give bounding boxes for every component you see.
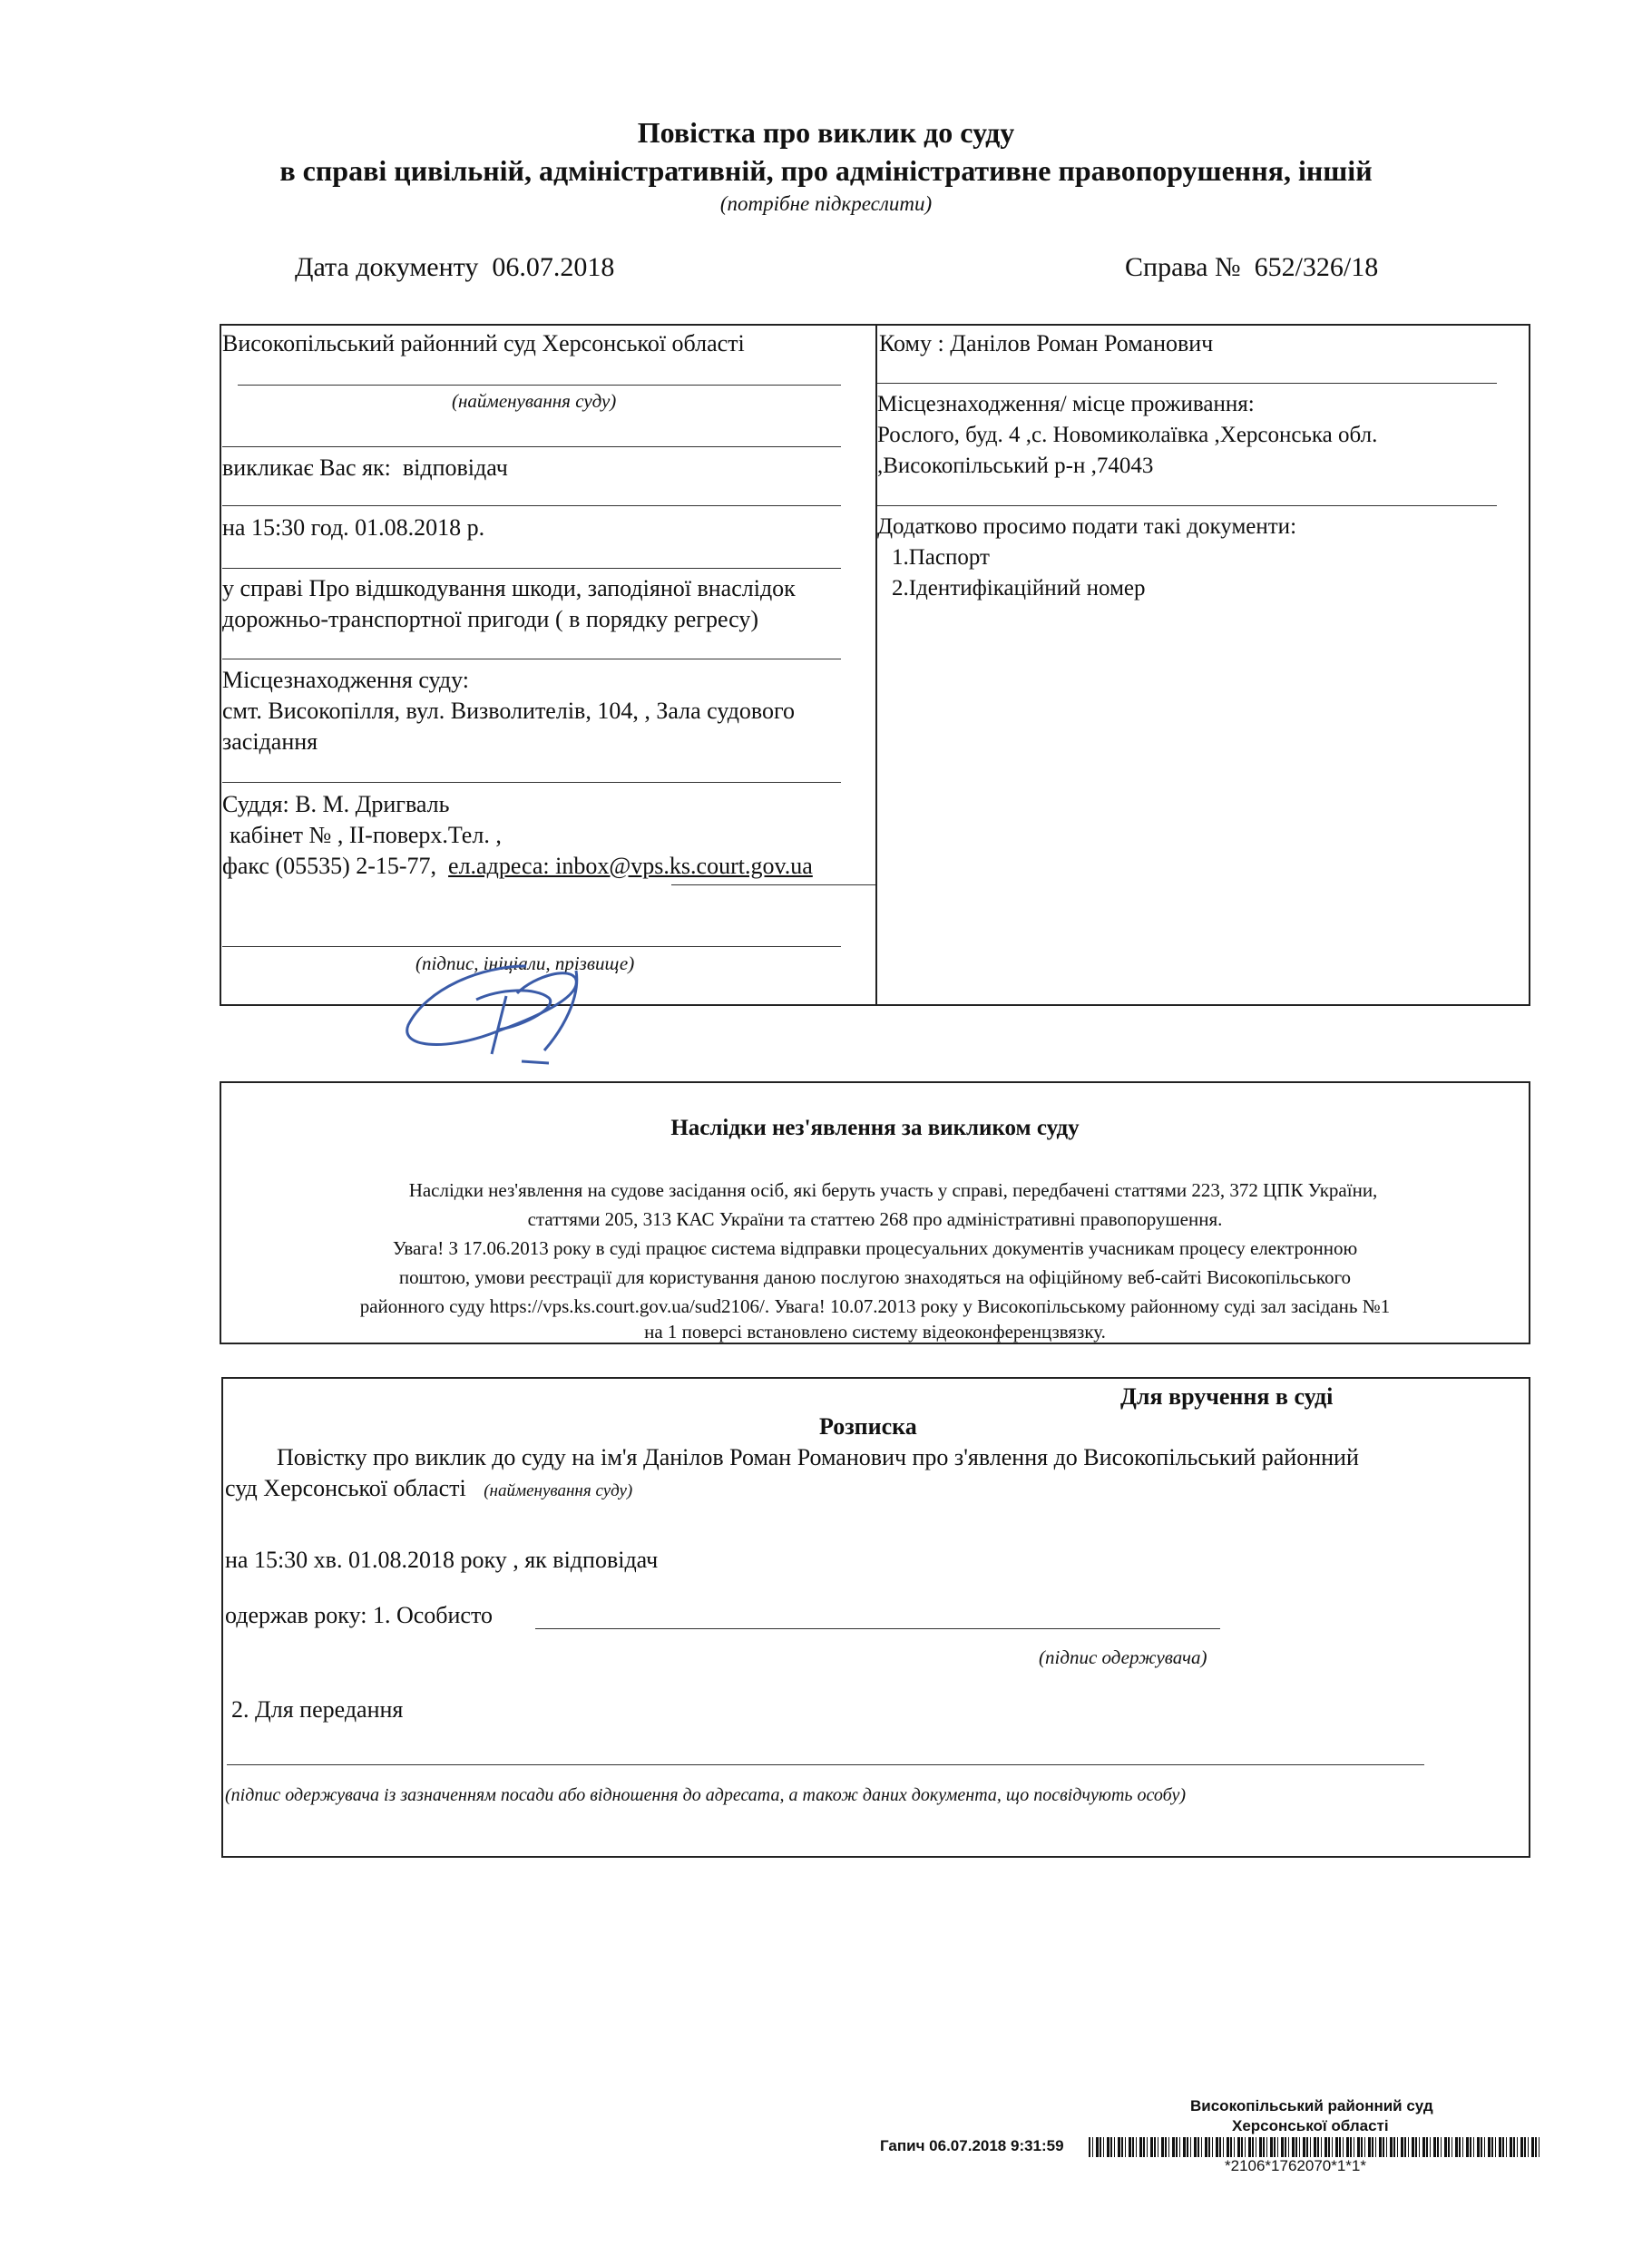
case-subject-line2: дорожньо-транспортної пригоди ( в порядку регресу) (222, 606, 759, 632)
notice-line4: поштою, умови реєстрації для користування даною послугою знаходяться на офіційному веб-сайті Високопільського (398, 1266, 1352, 1288)
doc-date (295, 252, 614, 283)
barcode (1089, 2137, 1542, 2157)
notice-line1: Наслідки нез'явлення на судове засідання осіб, які беруть участь у справі, передбачені статтями 223, 372 ЦПК України, (408, 1179, 1378, 1201)
recipient-name: Кому : Данілов Роман Романович (879, 330, 1214, 356)
judge-signature (390, 943, 626, 1079)
court-location-label: Місцезнаходження суду: (222, 667, 469, 693)
judge-cabinet: кабінет № , II-поверх.Тел. , (230, 822, 502, 848)
recipient-address-line1: Рослого, буд. 4 ,с. Новомиколаївка ,Херсонська обл. (877, 423, 1378, 447)
case-label: Справа № (1125, 252, 1241, 282)
case-number (1125, 252, 1378, 283)
stamp-court-line2: Херсонської області (1232, 2117, 1389, 2134)
court-email-link[interactable]: ел.адреса: inbox@vps.ks.court.gov.ua (448, 853, 813, 879)
stamp-clerk: Гапич 06.07.2018 9:31:59 (880, 2137, 1064, 2154)
signature-caption: (підпис, ініціали, прізвище) (415, 952, 635, 974)
court-fax: факс (05535) 2-15-77, (222, 853, 437, 879)
notice-line2: статтями 205, 313 КАС України та статтею 268 про адміністративні правопорушення. (527, 1208, 1223, 1230)
notice-title: Наслідки нез'явлення за викликом суду (670, 1116, 1080, 1140)
court-contacts (222, 851, 813, 882)
stamp-court-line1: Високопільський районний суд (1190, 2097, 1433, 2114)
document-item-2: 2.Ідентифікаційний номер (892, 576, 1146, 601)
case-number-value: 652/326/18 (1254, 252, 1379, 282)
hearing-time: на 15:30 год. 01.08.2018 р. (222, 514, 485, 541)
court-location-line1: смт. Високопілля, вул. Визволителів, 104, , Зала судового (222, 698, 796, 724)
receipt-time: на 15:30 хв. 01.08.2018 року , як відповідач (225, 1547, 659, 1573)
court-location-line2: засідання (222, 728, 318, 755)
court-name: Високопільський районний суд Херсонської області (222, 330, 745, 356)
transfer-caption: (підпис одержувача із зазначенням посади або відношення до адресата, а також даних документа, що посвідчують особу) (225, 1785, 1186, 1805)
transfer-signature-line (227, 1764, 1424, 1765)
doc-date-value: 06.07.2018 (492, 252, 615, 282)
notice-line3: Увага! З 17.06.2013 року в суді працює система відправки процесуальних документів учасникам процесу електронною (392, 1237, 1358, 1259)
receipt-court (225, 1473, 632, 1507)
recipient-address-label: Місцезнаходження/ місце проживання: (877, 392, 1255, 416)
receipt-received: одержав року: 1. Особисто (225, 1602, 493, 1628)
barcode-code: *2106*1762070*1*1* (1225, 2157, 1366, 2174)
notice-line5: районного суду https://vps.ks.court.gov.ua/sud2106/. Увага! 10.07.2013 року у Високопільському районному суді зал засідань №1 (359, 1295, 1391, 1317)
document-item-1: 1.Паспорт (892, 545, 990, 570)
title-note: (потрібне підкреслити) (719, 192, 933, 215)
judge-name: Суддя: В. М. Дригваль (222, 791, 450, 817)
receipt-title: Розписка (819, 1413, 917, 1440)
summons-as (222, 453, 508, 483)
documents-label: Додатково просимо подати такі документи: (877, 514, 1297, 539)
doc-date-label: Дата документу (295, 252, 479, 282)
summons-as-label: викликає Вас як: (222, 454, 391, 481)
document-subtitle: в справі цивільній, адміністративній, про адміністративне правопорушення, іншій (279, 154, 1373, 187)
summons-as-value: відповідач (402, 454, 508, 481)
personal-signature-line (535, 1628, 1220, 1629)
court-name-caption: (найменування суду) (452, 390, 617, 412)
recipient-signature-caption: (підпис одержувача) (1039, 1646, 1207, 1668)
notice-line6: на 1 поверсі встановлено систему відеоконференцзвязку. (644, 1321, 1106, 1343)
recipient-address-line2: ,Високопільський р-н ,74043 (877, 454, 1154, 478)
receipt-line1: Повістку про виклик до суду на ім'я Данілов Роман Романович про з'явлення до Високопільський районний (277, 1444, 1359, 1470)
document-title: Повістка про виклик до суду (637, 116, 1015, 149)
receipt-court-name: суд Херсонської області (225, 1475, 466, 1501)
receipt-court-caption: (найменування суду) (484, 1481, 633, 1500)
receipt-transfer: 2. Для передання (231, 1696, 404, 1723)
case-subject-line1: у справі Про відшкодування шкоди, заподіяної внаслідок (222, 575, 796, 601)
receipt-for-court: Для вручення в суді (1120, 1383, 1334, 1410)
